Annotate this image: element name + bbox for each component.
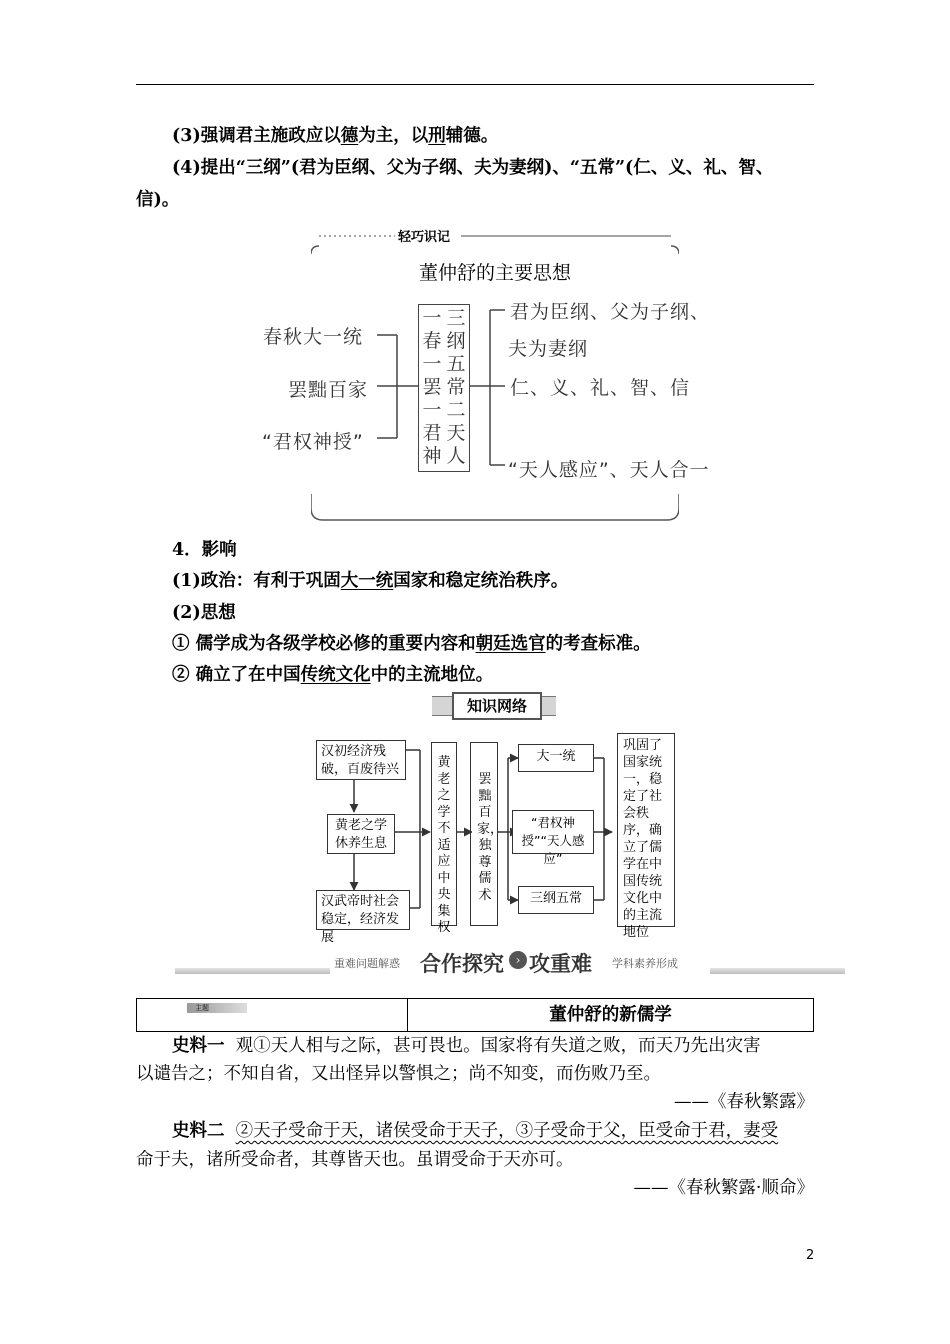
network-tag: 知识网络 (452, 692, 542, 720)
col-left-char: 一 (422, 353, 442, 375)
memo-title: 董仲舒的主要思想 (418, 262, 571, 284)
banner-main-2: 攻重难 (529, 952, 592, 976)
col-left-char: 罢 (422, 376, 442, 398)
memo-left-1: 春秋大一统 (263, 326, 364, 348)
banner-right: 学科素养形成 (612, 957, 678, 970)
memo-center-col-right (444, 307, 468, 468)
topic-tag: 主题 (187, 1003, 247, 1013)
t1-suffix: 的考查标准。 (545, 634, 651, 654)
col-right-char: 人 (446, 445, 466, 467)
col-left-char: 春 (422, 330, 442, 352)
t2-prefix: ② 确立了在中国 (172, 665, 301, 685)
source1-label: 史料一 (172, 1036, 225, 1056)
source1-line2: 以谴告之；不知自省，又出怪异以警惧之；尚不知变，而伤败乃至。 (136, 1064, 661, 1084)
banner-chevron-icon: › (509, 951, 527, 969)
network-box-unification: 大一统 (518, 744, 594, 772)
politics-underlined: 大一统 (340, 571, 394, 591)
col-left-char: 一 (422, 307, 442, 329)
t2-suffix: 中的主流地位。 (370, 665, 494, 685)
para-4-line2: 信)。 (136, 190, 180, 210)
source2-line1 (172, 1115, 852, 1147)
memo-left-2: 罢黜百家 (288, 379, 369, 401)
para-3: (3)强调君主施政应以德为主，以刑辅德。 (172, 126, 499, 146)
header-rule (136, 84, 814, 85)
network-box-wudi: 汉武帝时社会稳定，经济发展 (316, 890, 410, 930)
network-box-confucian: 罢黜百家，独尊儒术 (472, 756, 498, 906)
t1-prefix: ① 儒学成为各级学校必修的重要内容和 (172, 634, 476, 654)
memo-center-col-left (420, 307, 444, 468)
network-box-result: 巩固了国家统一，稳定了社会秩序，确立了儒学在中国传统文化中的主流地位 (617, 733, 675, 927)
memo-tag: 轻巧识记 (395, 226, 453, 245)
source1-text1: 观①天人相与之际，甚可畏也。国家将有失道之败，而天乃先出灾害 (235, 1036, 761, 1056)
influence-politics (172, 565, 852, 597)
influence-thought-2 (172, 659, 852, 691)
banner-main-1: 合作探究 (420, 952, 504, 976)
politics-prefix: (1)政治：有利于巩固 (172, 571, 341, 591)
topic-title: 董仲舒的新儒学 (549, 1005, 672, 1025)
col-right-char: 常 (446, 376, 466, 398)
page-number: 2 (806, 1248, 815, 1263)
network-box-confucian-frame (470, 742, 498, 926)
network-box-divine-right: “君权神授”“天人感应” (512, 810, 594, 854)
col-right-char: 三 (446, 307, 466, 329)
col-right-char: 天 (446, 422, 466, 444)
col-right-char: 二 (446, 399, 466, 421)
influence-thought: (2)思想 (172, 603, 236, 623)
banner-left: 重难问题解惑 (334, 957, 400, 970)
memo-right-1: 君为臣纲、父为子纲、 (510, 301, 711, 323)
t1-underlined: 朝廷选官 (475, 634, 546, 654)
col-right-char: 五 (446, 353, 466, 375)
influence-heading: 4．影响 (172, 540, 237, 560)
memo-right-4: “天人感应”、天人合一 (508, 459, 710, 481)
memo-right-3: 仁、义、礼、智、信 (510, 377, 691, 399)
source2-label: 史料二 (172, 1121, 225, 1141)
t2-underlined: 传统文化 (300, 665, 371, 685)
network-box-huanglao: 黄老之学休养生息 (327, 814, 395, 854)
memo-right-2: 夫为妻纲 (508, 338, 589, 360)
politics-suffix: 国家和稳定统治秩序。 (393, 571, 569, 591)
source2-cite: ——《春秋繁露·顺命》 (633, 1178, 814, 1198)
network-box-huanglao-unfit: 黄老之学不适应中央集权 (431, 742, 457, 926)
memo-left-3: “君权神授” (262, 431, 364, 453)
influence-thought-1 (172, 628, 852, 660)
col-left-char: 君 (422, 422, 442, 444)
topic-table (136, 998, 814, 1032)
network-box-early-han: 汉初经济残破，百废待兴 (316, 740, 406, 780)
col-left-char: 神 (422, 445, 442, 467)
source2-text1: ②天子受命于天，诸侯受命于天子，③子受命于父，臣受命于君，妻受 (235, 1121, 779, 1141)
network-box-three-five: 三纲五常 (518, 886, 594, 914)
col-left-char: 一 (422, 399, 442, 421)
source1-cite: ——《春秋繁露》 (674, 1092, 814, 1112)
para-4-line1: (4)提出“三纲”(君为臣纲、父为子纲、夫为妻纲)、“五常”(仁、义、礼、智、 (172, 158, 774, 178)
source2-line2: 命于夫，诸所受命者，其尊皆天也。虽谓受命于天亦可。 (136, 1150, 574, 1170)
col-right-char: 纲 (446, 330, 466, 352)
